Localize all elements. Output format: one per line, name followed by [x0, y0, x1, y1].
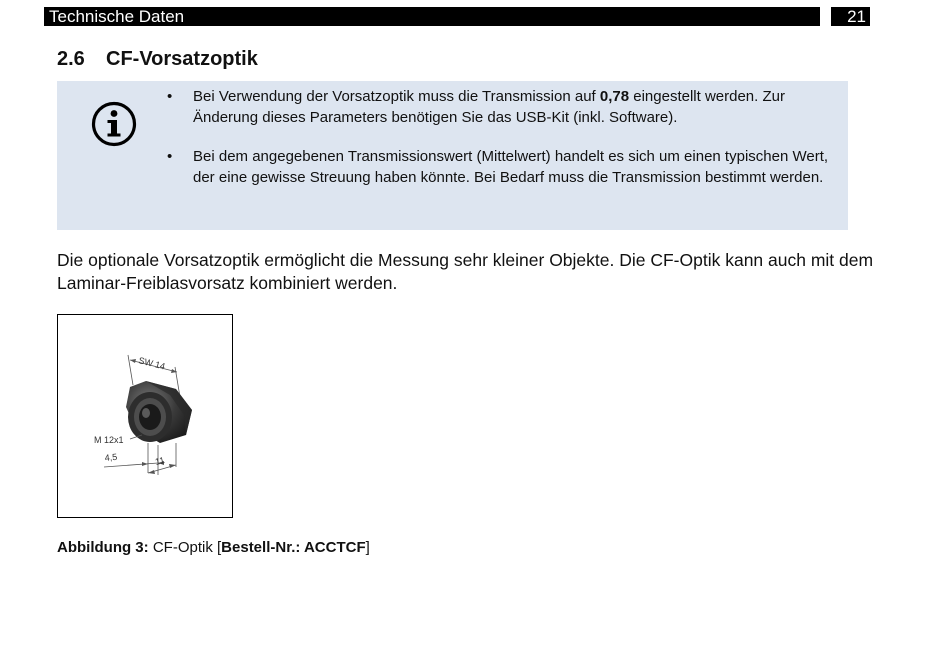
section-title: CF-Vorsatzoptik	[106, 48, 258, 70]
caption-label: Abbildung 3:	[57, 539, 149, 556]
wrench-size-label: SW 14	[137, 355, 167, 372]
section-heading	[57, 48, 258, 71]
note-bullet-tolerance: • Bei dem angegebenen Transmissionswert (Mittelwert) handelt es sich um einen typischen Wert, der eine gewisse Streuung haben könnte. Bei Bedarf muss die Transmission bestimmt werden.	[167, 146, 837, 188]
page-number: 21	[831, 7, 870, 26]
transmission-value: 0,78	[599, 88, 630, 105]
info-note-box	[57, 81, 848, 230]
thread-label: M 12x1	[94, 435, 124, 445]
dimension-a-label: 4,5	[104, 451, 118, 463]
figure-caption: Abbildung 3: CF-Optik [Bestell-Nr.: ACCTCF]	[57, 539, 370, 556]
header-title: Technische Daten	[44, 7, 820, 26]
body-paragraph: Die optionale Vorsatzoptik ermöglicht die Messung sehr kleiner Objekte. Die CF-Optik kann auch mit dem Laminar-Freiblasvorsatz kombiniert werden.	[57, 250, 874, 293]
order-number: Bestell-Nr.: ACCTCF	[221, 539, 366, 556]
cf-optic-drawing	[58, 315, 232, 517]
figure-frame	[57, 314, 233, 518]
note-bullet-transmission: • Bei Verwendung der Vorsatzoptik muss die Transmission auf 0,78 eingestellt werden. Zur Änderung dieses Parameters benötigen Sie das USB-Kit (inkl. Software).	[167, 86, 837, 128]
section-number: 2.6	[57, 48, 85, 70]
dimension-b-label: 11	[154, 454, 166, 467]
info-icon	[91, 101, 137, 147]
note-list	[167, 86, 837, 206]
